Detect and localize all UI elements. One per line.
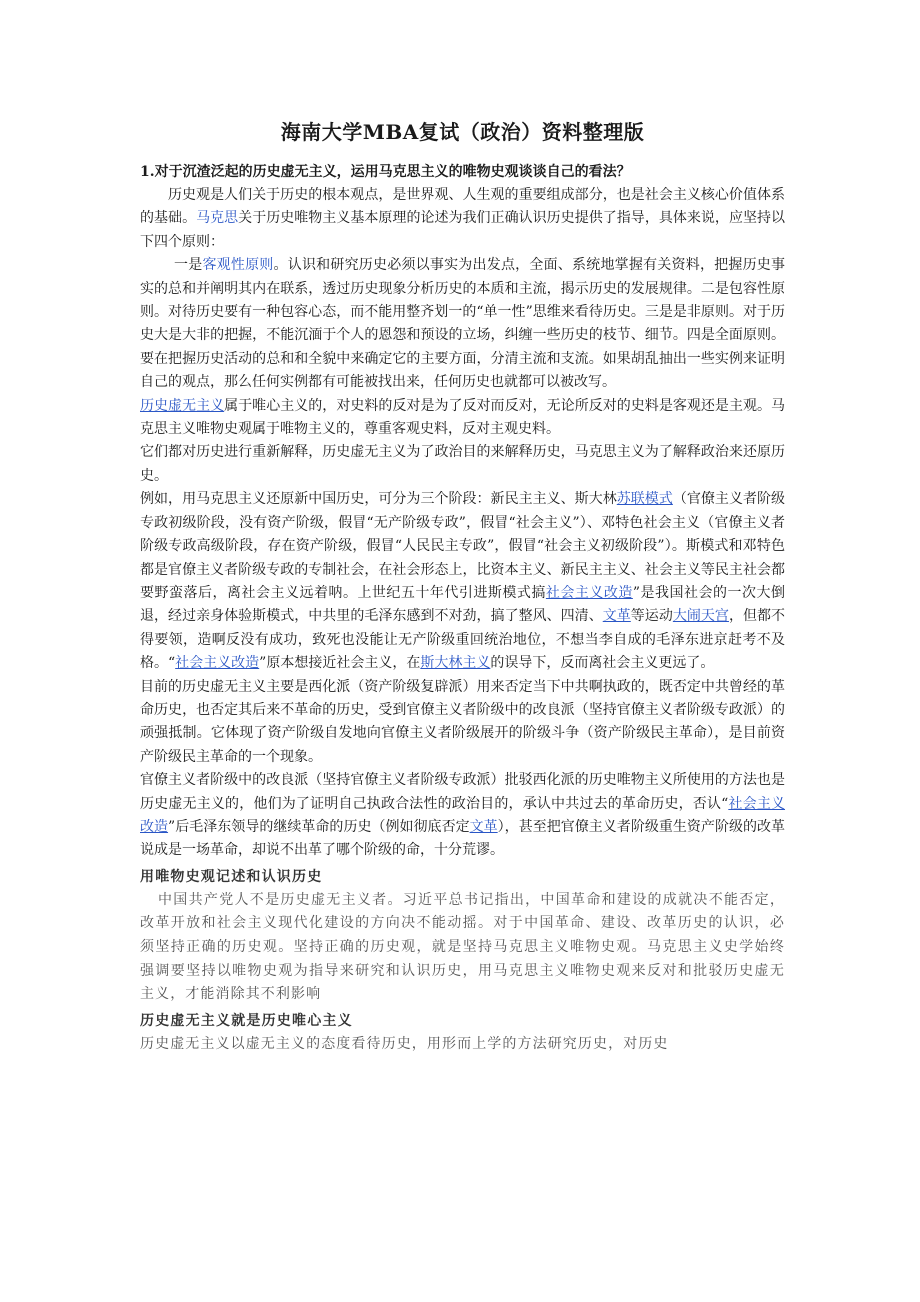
paragraph-7: 官僚主义者阶级中的改良派（坚持官僚主义者阶级专政派）批驳西化派的历史唯物主义所使用的方法也是历史虚无主义的，他们为了证明自己执政合法性的政治目的，承认中共过去的革命历史，否认“社会主义改造”后毛泽东领导的继续革命的历史（例如彻底否定文革），甚至把官僚主义者阶级重生资产阶级的改革说成是一场革命，却说不出革了哪个阶级的命，十分荒谬。 <box>140 772 786 859</box>
link-cultural-revolution[interactable]: 文革 <box>602 608 631 625</box>
paragraph-9: 历史虚无主义以虚无主义的态度看待历史，用形而上学的方法研究历史，对历史 <box>140 1035 669 1052</box>
section-heading-1: 用唯物史观记述和认识历史 <box>140 868 323 885</box>
paragraph-1: 历史观是人们关于历史的根本观点，是世界观、人生观的重要组成部分，也是社会主义核心价值体系的基础。马克思关于历史唯物主义基本原理的论述为我们正确认识历史提供了指导，具体来说，应坚持以下四个原则： <box>140 187 786 250</box>
link-stalinism[interactable]: 斯大林主义 <box>420 655 491 672</box>
paragraph-6: 目前的历史虚无主义主要是西化派（资产阶级复辟派）用来否定当下中共啊执政的，既否定中共曾经的革命历史，也否定其后来不革命的历史，受到官僚主义者阶级中的改良派（坚持官僚主义者阶级专政派）的顽强抵制。它体现了资产阶级自发地向官僚主义者阶级展开的阶级斗争（资产阶级民主革命），是目前资产阶级民主革命的一个现象。 <box>140 678 785 765</box>
document-title: 海南大学MBA复试（政治）资料整理版 <box>280 120 645 144</box>
link-socialist-transformation-3[interactable]: 社会主义改造 <box>140 795 786 835</box>
paragraph-2: 一是客观性原则。认识和研究历史必须以事实为出发点，全面、系统地掌握有关资料，把握历史事实的总和并阐明其内在联系，透过历史现象分析历史的本质和主流，揭示历史的发展规律。二是包容性原则。对待历史要有一种包容心态，而不能用整齐划一的“单一性”思维来看待历史。三是是非原则。对于历史大是大非的把握，不能沉湎于个人的恩怨和预设的立场，纠缠一些历史的枝节、细节。四是全面原则。要在把握历史活动的总和和全貌中来确定它的主要方面，分清主流和支流。如果胡乱抽出一些实例来证明自己的观点，那么任何实例都有可能被找出来，任何历史也就都可以被改写。 <box>140 257 786 391</box>
document-page <box>140 118 785 1056</box>
paragraph-4: 它们都对历史进行重新解释，历史虚无主义为了政治目的来解释历史，马克思主义为了解释政治来还原历史。 <box>140 444 785 484</box>
link-historical-nihilism[interactable]: 历史虚无主义 <box>140 397 225 414</box>
paragraph-8: 中国共产党人不是历史虚无主义者。习近平总书记指出，中国革命和建设的成就决不能否定，改革开放和社会主义现代化建设的方向决不能动摇。对于中国革命、建设、改革历史的认识，必须坚持正确的历史观。坚持正确的历史观，就是坚持马克思主义唯物史观。马克思主义史学始终强调要坚持以唯物史观为指导来研究和认识历史，用马克思主义唯物史观来反对和批驳历史虚无主义，才能消除其不利影响 <box>140 891 785 1003</box>
link-cultural-revolution-2[interactable]: 文革 <box>469 818 498 835</box>
section-heading-2: 历史虚无主义就是历史唯心主义 <box>140 1012 353 1029</box>
paragraph-3: 历史虚无主义属于唯心主义的，对史料的反对是为了反对而反对，无论所反对的史料是客观还是主观。马克思主义唯物史观属于唯物主义的，尊重客观史料，反对主观史料。 <box>140 397 786 438</box>
link-marx[interactable]: 马克思 <box>196 210 239 227</box>
paragraph-5: 例如，用马克思主义还原新中国历史，可分为三个阶段：新民主主义、斯大林苏联模式（官僚主义者阶级专政初级阶段，没有资产阶级，假冒“无产阶级专政”，假冒“社会主义”）、邓特色社会主义（官僚主义者阶级专政高级阶段，存在资产阶级，假冒“人民民主专政”，假冒“社会主义初级阶段”）。斯模式和邓特色都是官僚主义者阶级专政的专制社会，在社会形态上，比资本主义、新民主主义、社会主义等民主社会都要野蛮落后，离社会主义远着呐。上世纪五十年代引进斯模式搞社会主义改造”是我国社会的一次大倒退，经过亲身体验斯模式，中共里的毛泽东感到不对劲，搞了整风、四清、文革等运动大闹天宫，但都不得要领，造啊反没有成功，致死也没能让无产阶级重回统治地位，不想当李自成的毛泽东进京赶考不及格。“社会主义改造”原本想接近社会主义，在斯大林主义的误导下，反而离社会主义更远了。 <box>140 491 786 672</box>
link-socialist-transformation[interactable]: 社会主义改造 <box>545 584 633 601</box>
link-objectivity-principle[interactable]: 客观性原则 <box>202 257 274 274</box>
link-socialist-transformation-2[interactable]: 社会主义改造 <box>175 655 260 672</box>
link-havoc-in-heaven[interactable]: 大闹天宫 <box>672 608 729 625</box>
question-heading: 1.对于沉渣泛起的历史虚无主义，运用马克思主义的唯物史观谈谈自己的看法？ <box>140 164 631 180</box>
link-soviet-model[interactable]: 苏联模式 <box>616 491 673 508</box>
